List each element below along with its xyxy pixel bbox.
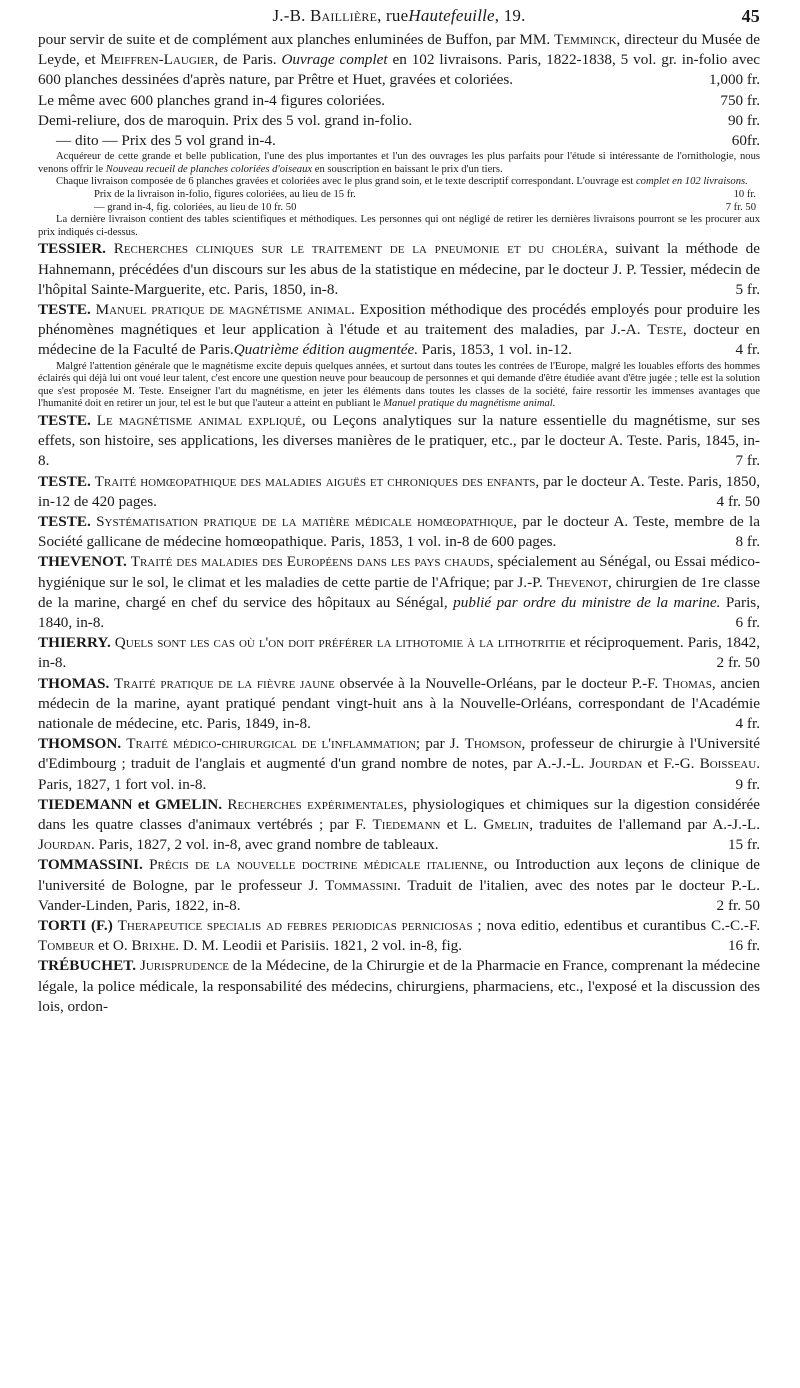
entry-price: 1,000 fr.	[708, 71, 760, 89]
catalogue-entry: TESTE. Systématisation pratique de la matière médicale homœopathique, par le docteur A. Teste, membre de la Société gallicane de médecine homœopathique. Paris, 1853, 1 vol. in-8 de 600 pages. 8 fr.	[38, 512, 760, 552]
entry-price: 6 fr.	[735, 614, 760, 631]
price-row: Prix de la livraison in-folio, figures coloriées, au lieu de 15 fr. 10 fr.	[94, 189, 756, 200]
catalogue-entry: TIEDEMANN et GMELIN. Recherches expérimentales, physiologiques et chimiques sur la digestion considérée dans les quatre classes d'animaux vertébrés ; par F. Tiedemann et L. Gmelin, traduites de l'allemand par A.-J.-L. Jourdan. Paris, 1827, 2 vol. in-8, avec grand nombre de tableaux. 15 fr.	[38, 795, 760, 856]
entry-price: 5 fr.	[735, 280, 760, 298]
catalogue-entry: TRÉBUCHET. Jurisprudence de la Médecine, de la Chirurgie et de la Pharmacie en France, comprenant la médecine légale, la police médicale, la responsabilité des médecins, chirurgiens, pharmaciens, etc., l'exposé et la discussion des lois, ordon-	[38, 957, 760, 1015]
entry-price: 4 fr.	[735, 341, 760, 359]
variant-line: Demi-reliure, dos de maroquin. Prix des 5 vol. grand in-folio. 90 fr.	[38, 111, 760, 131]
catalogue-entry: TESTE. Le magnétisme animal expliqué, ou Leçons analytiques sur la nature essentielle du magnétisme, sur ses effets, son histoire, ses applications, les diverses manières de le pratiquer, etc., par le docteur A. Teste. Paris, 1845, in-8. 7 fr.	[38, 411, 760, 472]
entry-price: 15 fr.	[727, 836, 760, 854]
running-head	[38, 6, 760, 26]
entry-price: 4 fr. 50	[716, 492, 760, 510]
entry-price: 7 fr.	[735, 452, 760, 470]
catalogue-entry: TOMMASSINI. Précis de la nouvelle doctrine médicale italienne, ou Introduction aux leçons de clinique de l'université de Bologne, par le professeur J. Tommassini. Traduit de l'italien, avec des notes par le docteur P.-L. Vander-Linden, Paris, 1822, in-8. 2 fr. 50	[38, 855, 760, 916]
catalogue-entry: TESSIER. Recherches cliniques sur le traitement de la pneumonie et du choléra, suivant la méthode de Hahnemann, précédées d'un discours sur les abus de la statistique en médecine, par le docteur J. P. Tessier, médecin de l'hôpital Sainte-Marguerite, etc. Paris, 1850, in-8. 5 fr.	[38, 239, 760, 300]
price-table	[38, 189, 760, 214]
catalogue-entry: THOMSON. Traité médico-chirurgical de l'inflammation; par J. Thomson, professeur de chirurgie à l'Université d'Edimbourg ; traduit de l'anglais et augmenté d'un grand nombre de notes, par A.-J.-L. Jourdan et F.-G. Boisseau. Paris, 1827, 1 fort vol. in-8. 9 fr.	[38, 734, 760, 795]
entry-text: pour servir de suite et de complément aux planches enluminées de Buffon, par MM. Temminck, directeur du Musée de Leyde, et Meiffren-Laugier, de Paris. Ouvrage complet en 102 livraisons. Paris, 1822-1838, 5 vol. gr. in-folio avec 600 planches dessinées d'après nature, par Prêtre et Huet, gravées et coloriées. 1,000 fr.	[38, 30, 760, 91]
street-name: Hautefeuille	[408, 6, 495, 25]
entry-price: 9 fr.	[735, 775, 760, 793]
entry-price: 2 fr. 50	[716, 896, 760, 914]
entry-note: La dernière livraison contient des tables scientifiques et méthodiques. Les personnes qui ont négligé de retirer les dernières livraisons pourront se les procurer aux prix indiqués ci-dessus.	[38, 214, 760, 238]
entry-price: 4 fr.	[735, 715, 760, 733]
catalogue-entry: TESTE. Traité homœopathique des maladies aiguës et chroniques des enfants, par le docteur A. Teste. Paris, 1850, in-12 de 420 pages. 4 fr. 50	[38, 472, 760, 512]
entry-price: 60fr.	[731, 132, 760, 150]
entry-price: 16 fr.	[727, 937, 760, 955]
entry-price: 750 fr.	[720, 91, 760, 109]
publisher-name: J.-B. Baillière	[272, 6, 378, 25]
page-number: 45	[741, 6, 760, 26]
catalogue-entry: THEVENOT. Traité des maladies des Européens dans les pays chauds, spécialement au Sénégal, ou Essai médico-hygiénique sur le sol, le climat et les maladies de cette partie de l'Afrique; par J.-P. Thevenot, chirurgien de 1re classe de la marine, chargé en chef du service des hôpitaux au Sénégal, publié par ordre du ministre de la marine. Paris, 1840, in-8. 6 fr.	[38, 552, 760, 633]
catalogue-entry: THIERRY. Quels sont les cas où l'on doit préférer la lithotomie à la lithotritie et réciproquement. Paris, 1842, in-8. 2 fr. 50	[38, 633, 760, 673]
street-number: , 19.	[494, 6, 526, 25]
catalogue-entry: TESTE. Manuel pratique de magnétisme animal. Exposition méthodique des procédés employés pour produire les phénomènes magnétiques et leur application à l'étude et au traitement des maladies, par J.-A. Teste, docteur en médecine de la Faculté de Paris.Quatrième édition augmentée. Paris, 1853, 1 vol. in-12. 4 fr.	[38, 300, 760, 361]
entry-note: Acquéreur de cette grande et belle publication, l'une des plus importantes et l'un des ouvrages les plus parfaits pour l'étude si intéressante de l'ornithologie, nous venons offrir le Nouveau recueil de planches coloriées d'oiseaux en souscription en baissant le prix d'un tiers.	[38, 151, 760, 175]
variant-line: Le même avec 600 planches grand in-4 figures coloriées. 750 fr.	[38, 91, 760, 111]
catalogue-entry: TORTI (F.) Therapeutice specialis ad febres periodicas perniciosas ; nova editio, edentibus et curantibus C.-C.-F. Tombeur et O. Brixhe. D. M. Leodii et Parisiis. 1821, 2 vol. in-8, fig. 16 fr.	[38, 916, 760, 956]
entry-price: 8 fr.	[735, 533, 760, 551]
street-prefix: , rue	[377, 6, 409, 25]
variant-line: — dito — Prix des 5 vol grand in-4. 60fr.	[38, 131, 760, 151]
entry-note: Malgré l'attention générale que le magnétisme excite depuis quelques années, et surtout dans toutes les contrées de l'Europe, malgré les louables efforts des hommes éclairés qui déjà lui ont voué leur talent, c'est encore une question neuve pour beaucoup de personnes et qui demande d'être étudiée avant d'être jugée ; telle est la solution que s'est proposée M. Teste. Enseigner l'art du magnétisme, en jeter les éléments dans toutes les classes de la société, faire ressortir les immenses avantages que l'humanité doit en retirer un jour, tel est le but que l'auteur a atteint en publiant le Manuel pratique du magnétisme animal.	[38, 360, 760, 410]
entry-note: Chaque livraison composée de 6 planches gravées et coloriées avec le plus grand soin, et le texte descriptif correspondant. L'ouvrage est complet en 102 livraisons.	[56, 176, 748, 188]
entry-price: 90 fr.	[727, 111, 760, 129]
entry-price: 2 fr. 50	[716, 654, 760, 672]
catalogue-body	[38, 30, 760, 1017]
catalogue-entry: THOMAS. Traité pratique de la fièvre jaune observée à la Nouvelle-Orléans, par le docteur P.-F. Thomas, ancien médecin de la marine, ayant pratiqué pendant vingt-huit ans à la Nouvelle-Orléans, correspondant de l'Académie nationale de médecine, etc. Paris, 1849, in-8. 4 fr.	[38, 674, 760, 735]
price-row: — grand in-4, fig. coloriées, au lieu de 10 fr. 50 7 fr. 50	[94, 201, 756, 213]
catalogue-entry	[38, 30, 760, 239]
